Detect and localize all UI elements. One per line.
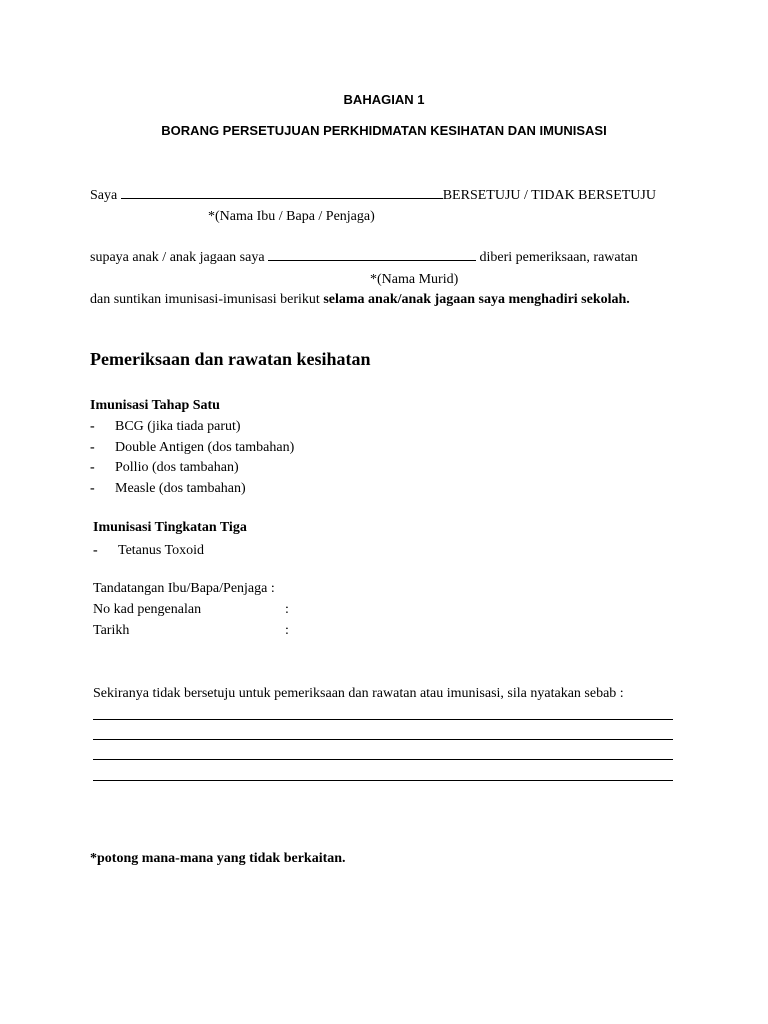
- consent-line-parent: [90, 188, 656, 204]
- child-name-hint: *(Nama Murid): [370, 272, 459, 287]
- reason-line-3[interactable]: [93, 759, 673, 760]
- injections-text: dan suntikan imunisasi-imunisasi berikut: [90, 292, 320, 307]
- list-item: - Double Antigen (dos tambahan): [90, 439, 295, 455]
- attendance-text: selama anak/anak jagaan saya menghadiri sekolah.: [323, 292, 630, 307]
- date-colon: :: [285, 623, 289, 638]
- footnote: *potong mana-mana yang tidak berkaitan.: [90, 851, 346, 866]
- consent-line-child: [90, 250, 638, 266]
- parent-name-hint: *(Nama Ibu / Bapa / Penjaga): [208, 209, 375, 224]
- reason-line-1[interactable]: [93, 719, 673, 720]
- ic-colon: :: [285, 602, 289, 617]
- parent-name-blank[interactable]: [121, 188, 443, 199]
- reason-prompt: Sekiranya tidak bersetuju untuk pemeriksaan dan rawatan atau imunisasi, sila nyatakan sebab :: [93, 686, 624, 701]
- reason-line-4[interactable]: [93, 780, 673, 781]
- form3-list: [93, 541, 204, 562]
- list-item: - Pollio (dos tambahan): [90, 460, 239, 475]
- stage1-list: [90, 417, 294, 499]
- section-label: BAHAGIAN 1: [343, 92, 425, 107]
- form3-heading: Imunisasi Tingkatan Tiga: [93, 520, 247, 535]
- consent-line-injections: [90, 292, 630, 308]
- signature-label: Tandatangan Ibu/Bapa/Penjaga :: [93, 581, 275, 596]
- child-prefix: supaya anak / anak jagaan saya: [90, 250, 265, 265]
- ic-label: No kad pengenalan: [93, 602, 202, 617]
- list-item: - Tetanus Toxoid: [93, 543, 205, 558]
- date-label: Tarikh: [93, 623, 130, 638]
- form-title: BORANG PERSETUJUAN PERKHIDMATAN KESIHATAN DAN IMUNISASI: [161, 123, 607, 138]
- child-name-blank[interactable]: [268, 250, 476, 261]
- health-heading: Pemeriksaan dan rawatan kesihatan: [90, 349, 371, 369]
- reason-line-2[interactable]: [93, 739, 673, 740]
- list-item: - BCG (jika tiada parut): [90, 419, 241, 434]
- saya-label: Saya: [90, 188, 118, 203]
- child-suffix: diberi pemeriksaan, rawatan: [479, 250, 638, 265]
- agree-options: BERSETUJU / TIDAK BERSETUJU: [442, 188, 656, 203]
- stage1-heading: Imunisasi Tahap Satu: [90, 398, 220, 413]
- list-item: - Measle (dos tambahan): [90, 480, 246, 496]
